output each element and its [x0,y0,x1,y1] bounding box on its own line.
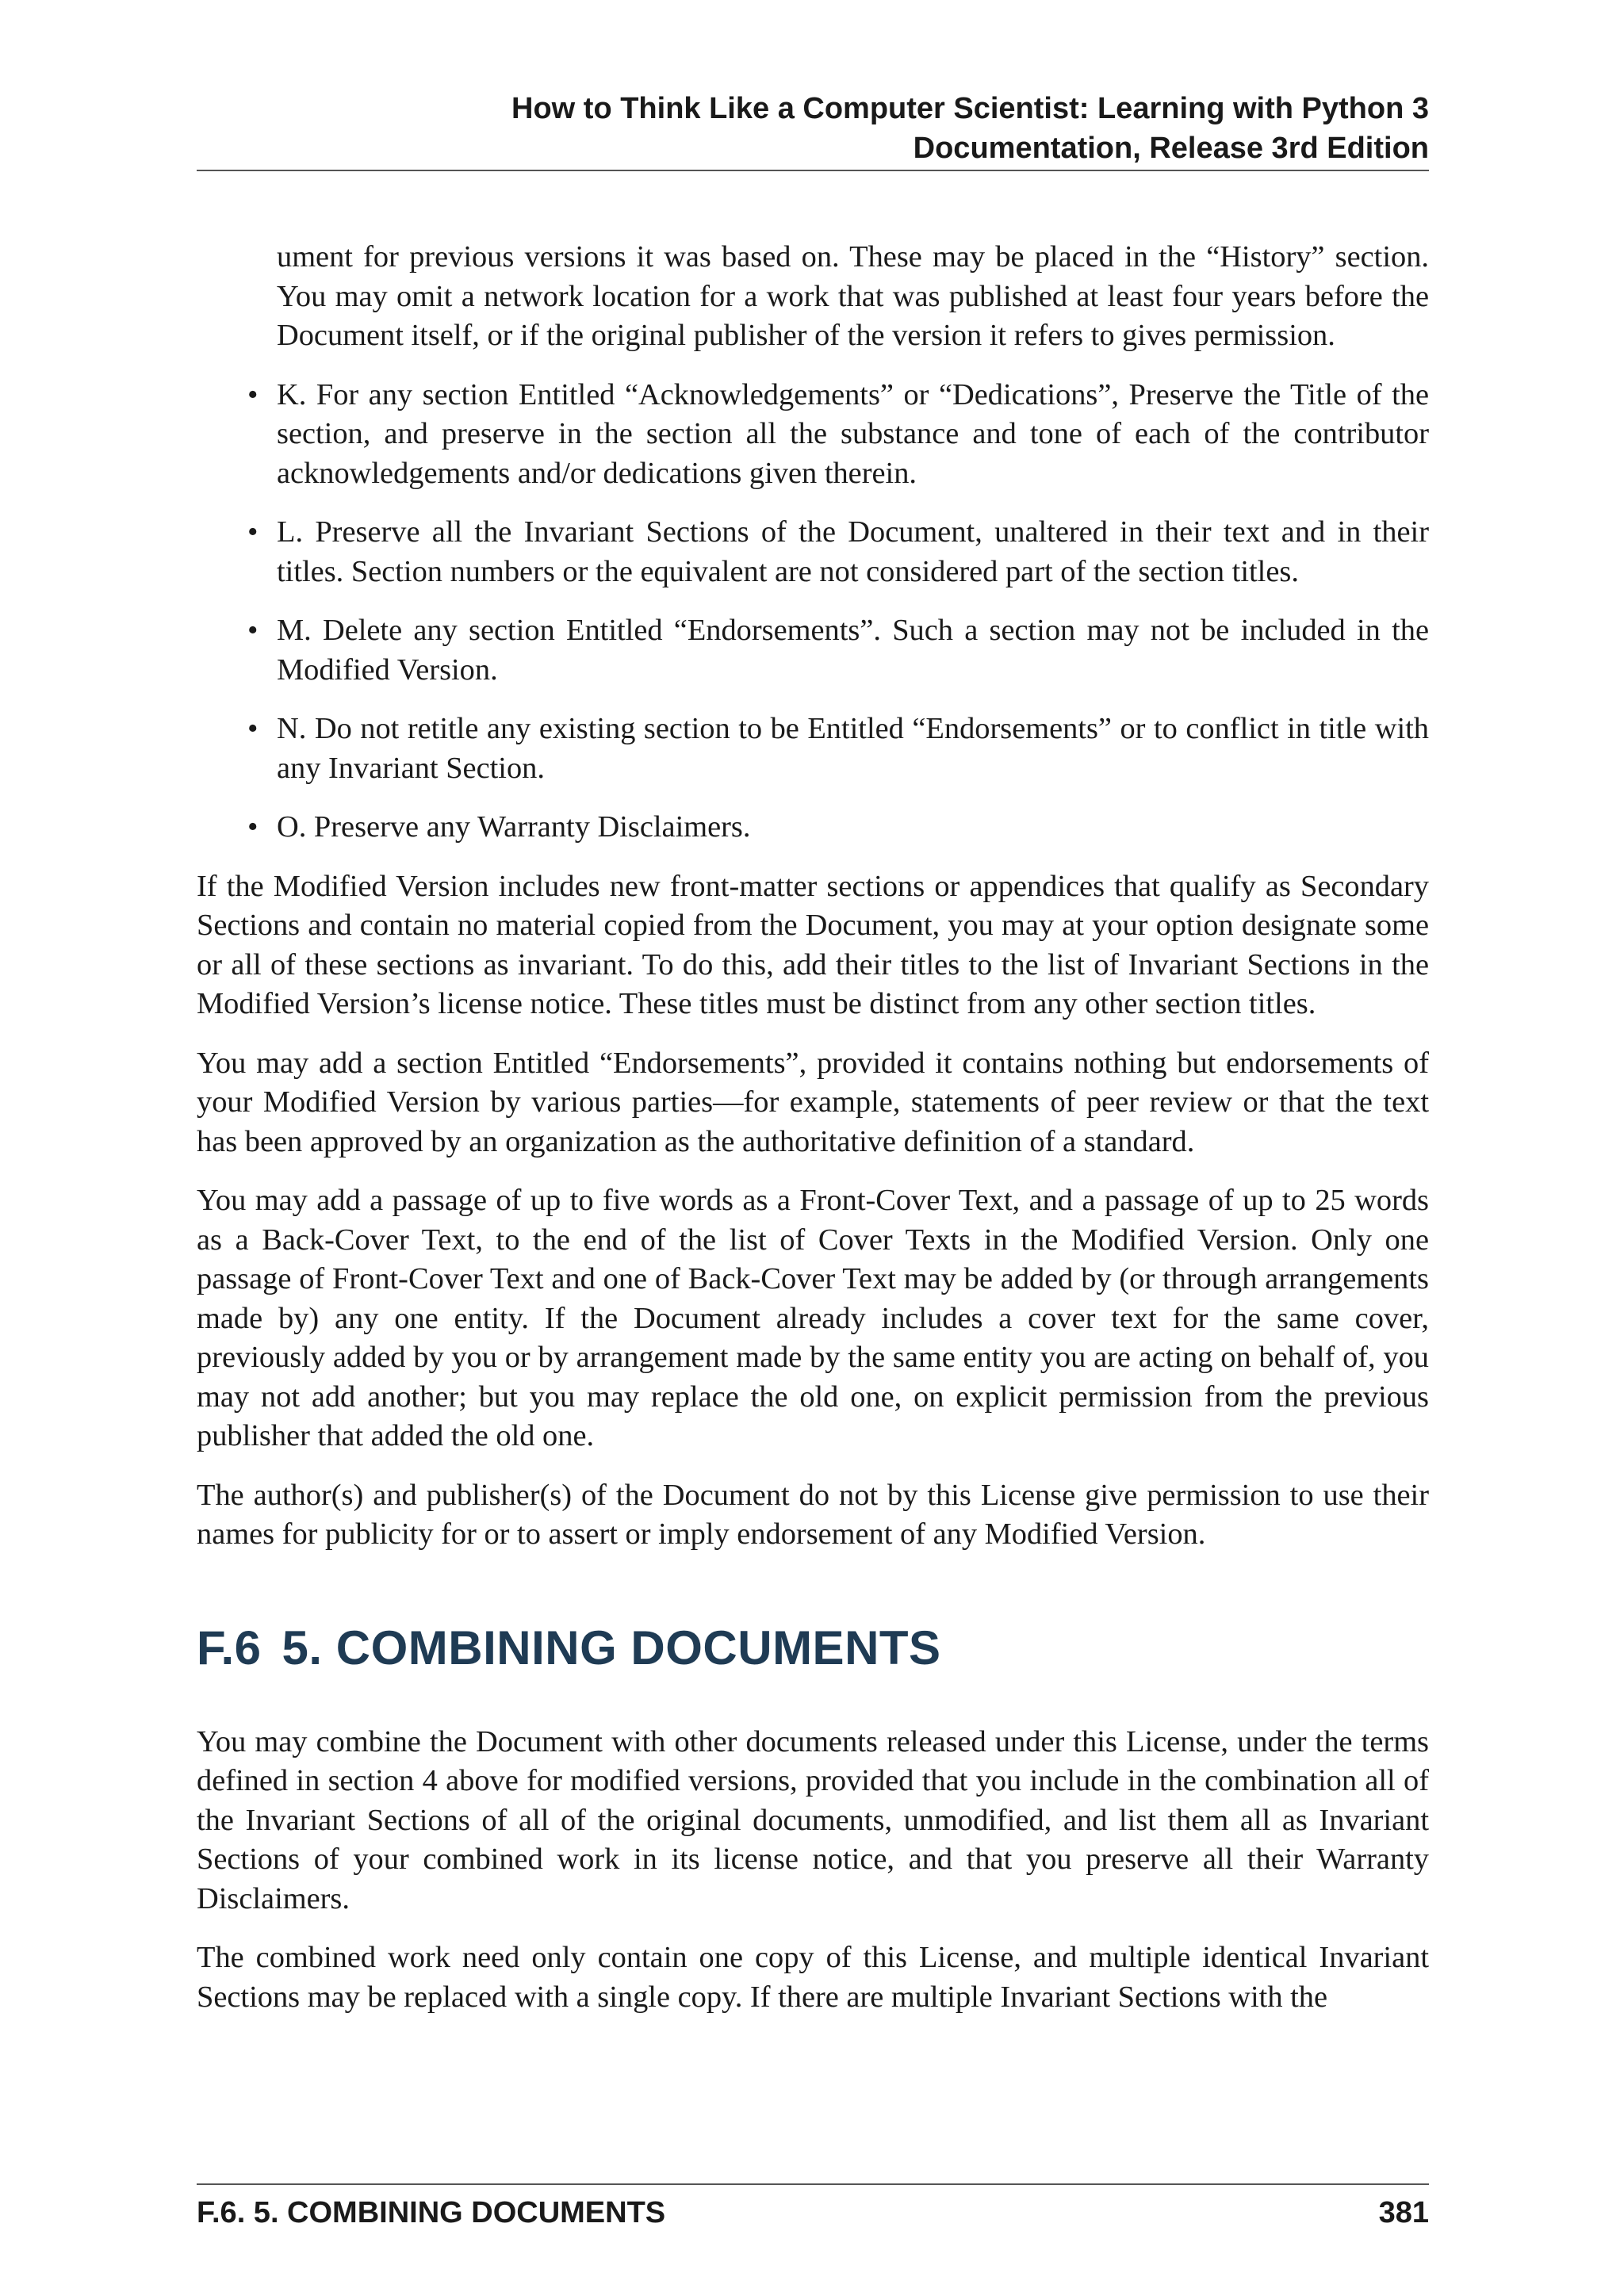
header-divider [197,170,1429,171]
bullet-icon: • [247,515,259,549]
paragraph-combining: You may combine the Document with other documents released under this License, under the terms defined in section 4 above for modified versions, provided that you include in the combination all of the Invariant Sections of all of the original documents, unmodified, and list them all as Invariant Sections of your combined work in its license notice, and that you preserve all their Warranty Disclaimers. [197,1724,1429,1915]
section-title: 5. COMBINING DOCUMENTS [282,1621,941,1674]
paragraph-publicity: The author(s) and publisher(s) of the Document do not by this License give permission to use their names for publicity for or to assert or imply endorsement of any Modified Version. [197,1478,1429,1551]
bullet-icon: • [247,614,259,647]
list-item-text: K. For any section Entitled “Acknowledgements” or “Dedications”, Preserve the Title of the section, and preserve in the section all the substance and tone of each of the contributor acknowledgements and/or dedications given therein. [277,377,1429,490]
list-item-m [197,611,1429,690]
list-item-text: O. Preserve any Warranty Disclaimers. [277,810,751,844]
list-item-k [197,376,1429,494]
list-item-text: L. Preserve all the Invariant Sections of the Document, unaltered in their text and in their titles. Section numbers or the equivalent are not considered part of the section titles. [277,515,1429,588]
list-item-text: M. Delete any section Entitled “Endorsements”. Such a section may not be included in the Modified Version. [277,614,1429,687]
page-number: 381 [1378,2196,1429,2229]
list-item-o [197,808,1429,848]
bullet-icon: • [247,377,259,411]
bullet-icon: • [247,712,259,745]
paragraph-combined-work: The combined work need only contain one copy of this License, and multiple identical Invariant Sections may be replaced with a single copy. If there are multiple Invariant Sections with the [197,1941,1429,2014]
continued-list-item-text: ument for previous versions it was based on. These may be placed in the “History” section. You may omit a network location for a work that was published at least four years before the Document itself, or if the original publisher of the version it refers to gives permission. [277,240,1429,352]
page-body [197,238,1429,2037]
paragraph-secondary-sections: If the Modified Version includes new front-matter sections or appendices that qualify as Secondary Sections and contain no material copied from the Document, you may at your option designate some or all of these sections as invariant. To do this, add their titles to the list of Invariant Sections in the Modified Version’s license notice. These titles must be distinct from any other section titles. [197,869,1429,1020]
list-item-text: N. Do not retitle any existing section to be Entitled “Endorsements” or to conflict in title with any Invariant Section. [277,712,1429,785]
section-heading [197,1620,1429,1677]
paragraph-endorsements: You may add a section Entitled “Endorsements”, provided it contains nothing but endorsements of your Modified Version by various parties—for example, statements of peer review or that the text has been approved by an organization as the authoritative definition of a standard. [197,1046,1429,1158]
footer-divider [197,2183,1429,2185]
header-title-line-2: Documentation, Release 3rd Edition [913,132,1429,165]
list-item-l [197,513,1429,591]
list-item-n [197,710,1429,788]
header-title-line-1: How to Think Like a Computer Scientist: Learning with Python 3 [511,92,1429,125]
footer-section-label: F.6. 5. COMBINING DOCUMENTS [197,2196,666,2229]
bullet-icon: • [247,810,259,844]
running-header [197,89,1429,168]
modification-list [197,376,1429,848]
section-number: F.6 [197,1621,262,1674]
paragraph-cover-texts: You may add a passage of up to five words as a Front-Cover Text, and a passage of up to 25 words as a Back-Cover Text, to the end of the list of Cover Texts in the Modified Version. Only one passage of Front-Cover Text and one of Back-Cover Text may be added by (or through arrangements made by) any one entity. If the Document already includes a cover text for the same cover, previously added by you or by arrangement made by the same entity you are acting on behalf of, you may not add another; but you may replace the old one, on explicit permission from the previous publisher that added the old one. [197,1184,1429,1452]
